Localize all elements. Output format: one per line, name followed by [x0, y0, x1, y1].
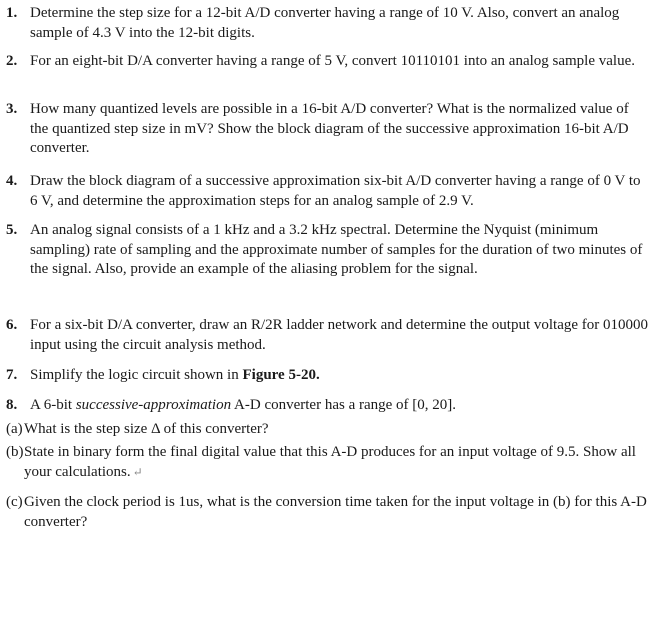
subpart-text: What is the step size Δ of this converter? — [24, 421, 269, 437]
question-number: 1. — [6, 5, 18, 21]
question-text: How many quantized levels are possible in a 16-bit A/D converter? What is the normalized value of the quantized step size in mV? Show the block diagram of the successive approximation 16-bit A/D converter. — [30, 101, 629, 157]
question-text: For a six-bit D/A converter, draw an R/2R ladder network and determine the output voltage for 010000 input using the circuit analysis method. — [30, 317, 648, 353]
subpart-c — [6, 493, 650, 532]
question-text: Determine the step size for a 12-bit A/D converter having a range of 10 V. Also, convert an analog sample of 4.3 V into the 12-bit digits. — [30, 5, 620, 41]
subpart-label: (a) — [6, 421, 23, 437]
question-number: 6. — [6, 317, 18, 333]
question-8 — [6, 396, 650, 416]
question-number: 4. — [6, 173, 18, 189]
question-number: 7. — [6, 367, 18, 383]
question-text: An analog signal consists of a 1 kHz and a 3.2 kHz spectral. Determine the Nyquist (minimum sampling) rate of sampling and the approximate number of samples for the duration of two minutes of the signal. Also, provide an example of the aliasing problem for the signal. — [30, 222, 643, 278]
question-3 — [6, 100, 650, 159]
question-text: For an eight-bit D/A converter having a range of 5 V, convert 10110101 into an analog sample value. — [30, 53, 635, 69]
question-number: 3. — [6, 101, 18, 117]
question-text-italic: successive-approximation — [75, 397, 232, 413]
subpart-label: (b) — [6, 444, 24, 460]
question-4 — [6, 172, 650, 211]
question-number: 2. — [6, 53, 18, 69]
question-text: Draw the block diagram of a successive approximation six-bit A/D converter having a range of 0 V to 6 V, and determine the approximation steps for an analog sample of 2.9 V. — [30, 173, 641, 209]
question-text: Simplify the logic circuit shown in — [30, 367, 239, 383]
subpart-b — [6, 443, 650, 482]
figure-reference: Figure 5-20. — [242, 367, 320, 383]
subpart-label: (c) — [6, 494, 23, 510]
question-6 — [6, 316, 650, 355]
question-number: 5. — [6, 222, 18, 238]
question-number: 8. — [6, 397, 18, 413]
question-7 — [6, 366, 650, 386]
question-text-post: A-D converter has a range of [0, 20]. — [234, 397, 457, 413]
subpart-a — [6, 420, 650, 440]
question-2 — [6, 52, 650, 72]
subpart-text: State in binary form the final digital value that this A-D produces for an input voltage of 9.5. Show all your calculations. — [24, 444, 636, 480]
return-mark-icon: ↵ — [132, 464, 143, 479]
question-1 — [6, 4, 650, 43]
question-text-pre: A 6-bit — [30, 397, 73, 413]
question-5 — [6, 221, 650, 280]
subpart-text: Given the clock period is 1us, what is the conversion time taken for the input voltage in (b) for this A-D converter? — [24, 494, 647, 530]
